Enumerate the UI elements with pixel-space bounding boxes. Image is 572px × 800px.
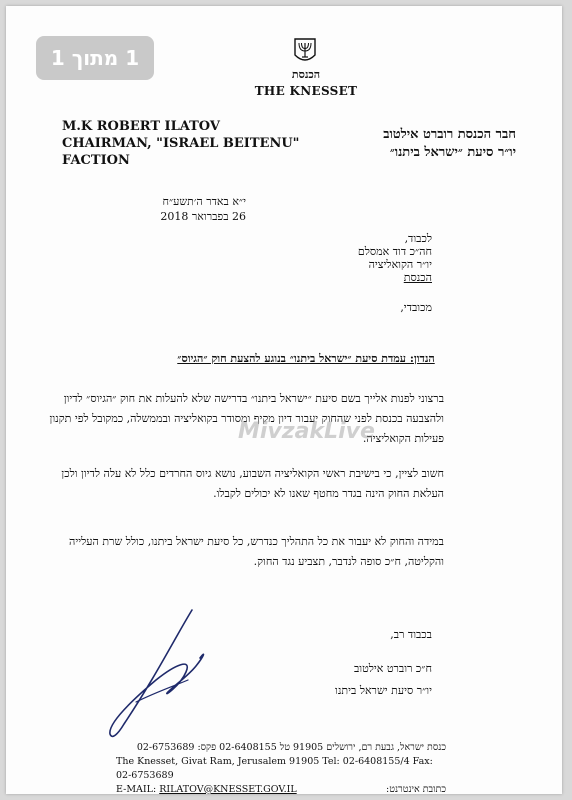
sender-en-line2: CHAIRMAN, "ISRAEL BEITENU" — [62, 136, 300, 151]
email-label-hebrew: כתובת אינטרנט: — [386, 784, 446, 795]
letter-page — [6, 6, 562, 794]
subject-line: הנדון: עמדת סיעת ״ישראל ביתנו״ בנוגע להצעת חוק ״הגיוס״ — [177, 352, 435, 365]
body-paragraph-1: ברצוני לפנות אלייך בשם סיעת ״ישראל ביתנו״ בדרישה שלא להעלות את חוק ״הגיוס״ לדיון ולהצבעה בכנסת לפני שהחוק יעבור דיון מקיף ומסודר בקואליציה ובממשלה, כמקובל לפי תקנון פעילות הקואליציה. — [49, 392, 444, 445]
signer-title: יו״ר סיעת ישראל ביתנו — [335, 684, 432, 697]
letter-date — [106, 194, 246, 224]
knesset-english-title: THE KNESSET — [254, 84, 358, 98]
gregorian-date: 26 בפברואר 2018 — [160, 210, 246, 223]
footer-english-address: The Knesset, Givat Ram, Jerusalem 91905 Tel: 02-6408155/4 Fax: 02-6753689 — [116, 756, 433, 781]
recipient-line2: חה״כ דוד אמסלם — [357, 245, 432, 258]
recipient-line1: לכבוד, — [404, 232, 432, 245]
recipient-line3: יו״ר הקואליציה — [368, 258, 432, 271]
recipient-block — [272, 232, 432, 284]
recipient-line4: הכנסת — [403, 271, 432, 284]
footer-email-row — [116, 783, 446, 797]
sender-he-line1: חבר הכנסת רוברט אילטוב — [383, 127, 516, 142]
hebrew-date: י״א באדר ה׳תשע״ח — [162, 195, 246, 208]
letter-footer — [116, 741, 446, 797]
sender-he-line2: יו״ר סיעת ״ישראל ביתנו״ — [389, 145, 516, 160]
footer-email-wrap — [116, 783, 297, 797]
sender-english — [62, 118, 299, 169]
sender-en-line1: M.K ROBERT ILATOV — [62, 119, 220, 134]
watermark: MivzakLive — [238, 419, 375, 444]
signer-name: ח״כ רוברט אילטוב — [353, 662, 432, 675]
sender-hebrew — [316, 126, 516, 162]
handwritten-signature — [96, 606, 246, 746]
knesset-hebrew-title: הכנסת — [291, 68, 321, 81]
closing-line: בכבוד רב, — [390, 628, 432, 641]
greeting: מכובדי, — [400, 301, 432, 314]
body-paragraph-2: חשוב לציין, כי בישיבת ראשי הקואליציה השבוע, נושא גיוס החרדים כלל לא עלה לדיון ולכן העלאת החוק הינה בגדר מחטף שאנו לא יכולים לקבלו. — [61, 467, 444, 500]
body-paragraph-3: במידה והחוק לא יעבור את כל התהליך כנדרש, כל סיעת ישראל ביתנו, כולל שרת העלייה והקליטה, ח״כ סופה לנדבר, תצביע נגד החוק. — [69, 535, 444, 568]
page-count-badge: 1 מתוך 1 — [36, 36, 154, 80]
sender-en-line3: FACTION — [62, 153, 130, 168]
menorah-emblem-icon — [293, 37, 317, 65]
footer-hebrew-address: כנסת ישראל, גבעת רם, ירושלים 91905 טל 02-6408155 פקס: 02-6753689 — [136, 742, 446, 753]
email-label-english: E-MAIL: — [116, 784, 157, 795]
email-link[interactable]: RILATOV@KNESSET.GOV.IL — [159, 784, 297, 795]
